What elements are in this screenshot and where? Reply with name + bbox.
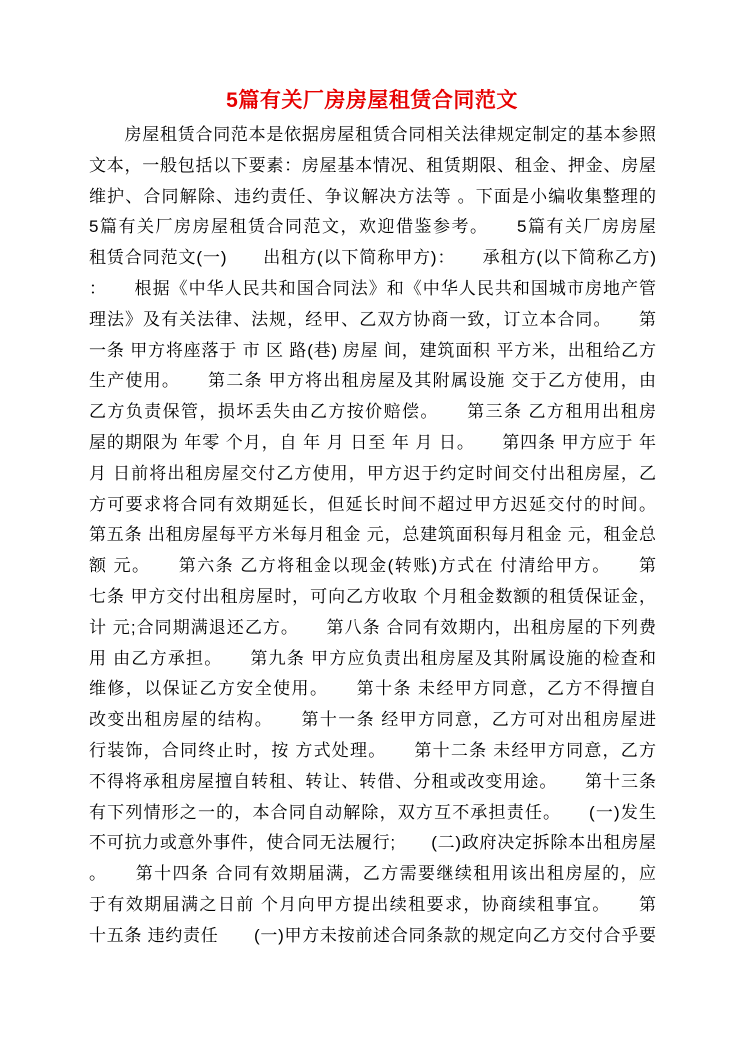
text-line: 一条 甲方将座落于 市 区 路(巷) 房屋 间，建筑面积 平方米，出租给乙方 [89,340,656,360]
text-line: 七条 甲方交付出租房屋时，可向乙方收取 个月租金数额的租赁保证金， [89,586,656,606]
contract-body [89,120,656,952]
text-line: 十五条 违约责任 (一)甲方未按前述合同条款的规定向乙方交付合乎要 [89,925,656,945]
text-line: 额 元。 第六条 乙方将租金以现金(转账)方式在 付清给甲方。 第 [89,556,656,576]
text-line: 不得将承租房屋擅自转租、转让、转借、分租或改变用途。 第十三条 [89,771,656,791]
text-line: 。 第十四条 合同有效期届满，乙方需要继续租用该出租房屋的，应 [89,864,656,884]
text-line: ： 根据《中华人民共和国合同法》和《中华人民共和国城市房地产管 [89,278,656,298]
text-line: 行装饰，合同终止时，按 方式处理。 第十二条 未经甲方同意，乙方 [89,740,656,760]
text-line: 维修，以保证乙方安全使用。 第十条 未经甲方同意，乙方不得擅自 [89,679,656,699]
text-line: 月 日前将出租房屋交付乙方使用，甲方迟于约定时间交付出租房屋，乙 [89,463,656,483]
text-line: 生产使用。 第二条 甲方将出租房屋及其附属设施 交于乙方使用，由 [89,371,656,391]
document-title: 5篇有关厂房房屋租赁合同范文 [226,89,518,112]
text-line: 乙方负责保管，损坏丢失由乙方按价赔偿。 第三条 乙方租用出租房 [89,402,656,422]
text-line: 5篇有关厂房房屋租赁合同范文，欢迎借鉴参考。 5篇有关厂房房屋 [89,217,656,237]
text-line: 有下列情形之一的，本合同自动解除，双方互不承担责任。 (一)发生 [89,802,656,822]
text-line: 租赁合同范文(一) 出租方(以下简称甲方)： 承租方(以下简称乙方) [89,248,656,268]
text-line: 计 元;合同期满退还乙方。 第八条 合同有效期内，出租房屋的下列费 [89,617,656,637]
text-line: 方可要求将合同有效期延长，但延长时间不超过甲方迟延交付的时间。 [89,494,656,514]
text-line: 维护、合同解除、违约责任、争议解决方法等 。下面是小编收集整理的 [89,186,656,206]
text-line: 改变出租房屋的结构。 第十一条 经甲方同意，乙方可对出租房屋进 [89,710,656,730]
text-line: 用 由乙方承担。 第九条 甲方应负责出租房屋及其附属设施的检查和 [89,648,656,668]
text-line: 文本，一般包括以下要素：房屋基本情况、租赁期限、租金、押金、房屋 [89,155,656,175]
text-line: 于有效期届满之日前 个月向甲方提出续租要求，协商续租事宜。 第 [89,894,656,914]
text-line: 屋的期限为 年零 个月，自 年 月 日至 年 月 日。 第四条 甲方应于 年 [89,432,656,452]
text-line: 不可抗力或意外事件，使合同无法履行; (二)政府决定拆除本出租房屋 [89,833,656,853]
text-line: 第五条 出租房屋每平方米每月租金 元，总建筑面积每月租金 元，租金总 [89,525,656,545]
text-line: 理法》及有关法律、法规，经甲、乙双方协商一致，订立本合同。 第 [89,309,656,329]
text-line: 房屋租赁合同范本是依据房屋租赁合同相关法律规定制定的基本参照 [89,125,656,144]
